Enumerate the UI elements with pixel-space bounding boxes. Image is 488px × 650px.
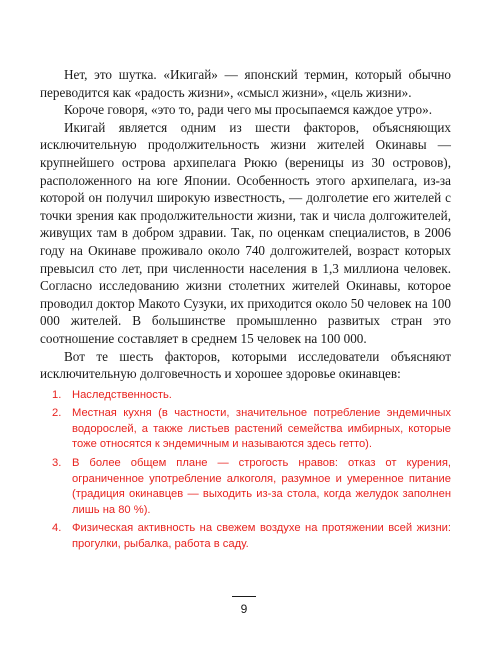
paragraph-short-definition: Короче говоря, «это то, ради чего мы просыпаемся каждое утро». (64, 102, 432, 118)
paragraph-six-factors-intro: Вот те шесть факторов, которыми исследователи объясняют исключительную долговечность и хорошее здоровье окинавцев: (40, 348, 451, 382)
factors-list (40, 388, 451, 553)
list-item-text: Наследственность. (72, 388, 172, 401)
list-item (40, 456, 451, 518)
list-item-number: 3. (52, 457, 62, 470)
list-item (40, 406, 451, 453)
list-item-text: В более общем плане — строгость нравов: отказ от курения, ограниченное употребление алкоголя, разумное и умеренное питание (традиция окинавцев — выходить из-за стола, когда желудок заполнен лишь на 80 %). (72, 457, 451, 516)
list-item-text: Местная кухня (в частности, значительное потребление эндемичных водорослей, а также листьев растений семейства имбирных, которые тоже относятся к эндемичным и называются здесь гетто). (72, 407, 451, 451)
list-item-text: Физическая активность на свежем воздухе на протяжении всей жизни: прогулки, рыбалка, работа в саду. (72, 522, 451, 551)
list-item-number: 1. (52, 388, 62, 401)
list-item-number: 2. (52, 407, 62, 420)
footer-rule (232, 596, 256, 597)
paragraph-ikigai-definition: Нет, это шутка. «Икигай» — японский термин, который обычно переводится как «радость жизни», «смысл жизни», «цель жизни». (40, 67, 451, 100)
page-footer (0, 596, 488, 616)
page-body (40, 66, 451, 556)
list-item-number: 4. (52, 522, 62, 535)
paragraph-okinawa-longevity: Икигай является одним из шести факторов, объясняющих исключительную продолжительность жизни жителей Окинавы — крупнейшего острова архипелага Рюкю (вереницы из 30 островов), расположенного на юге Японии. Особенность этого архипелага, из-за которой он получил широкую известность, — долголетие его жителей с точки зрения как продолжительности жизни, так и числа долгожителей, живущих там в добром здравии. Так, по оценкам специалистов, в 2006 году на Окинаве проживало около 740 долгожителей, возраст которых превысил сто лет, при численности населения в 1,3 миллиона человек. Согласно исследованию жизни столетних жителей Окинавы, которое проводил доктор Макото Сузуки, их приходится около 50 человек на 100 000 жителей. В большинстве промышленно развитых стран это соотношение составляет в среднем 15 человек на 100 000. (40, 119, 451, 346)
list-item (40, 388, 451, 404)
list-item (40, 521, 451, 552)
page-number: 9 (240, 602, 248, 616)
